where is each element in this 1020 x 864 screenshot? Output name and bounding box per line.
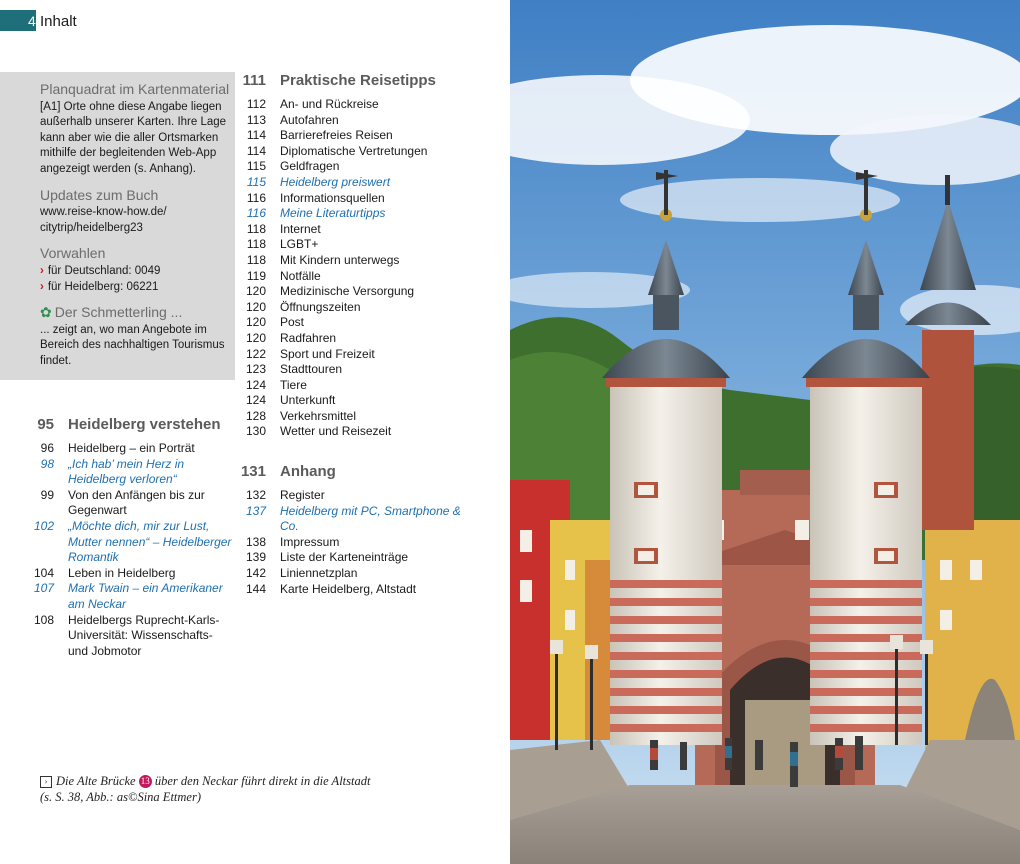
toc-entry-page: 99	[40, 487, 54, 502]
caption-text-after: über den Neckar führt direkt in die Altstadt	[154, 774, 371, 788]
photo-caption	[40, 773, 480, 805]
toc-entry-page: 113	[246, 112, 266, 127]
toc-entry-title: Mark Twain – ein Amerikaner am Neckar	[68, 581, 223, 611]
infobox-bullet	[40, 280, 230, 296]
toc-entry[interactable]	[232, 237, 482, 253]
toc-entry-title: Leben in Heidelberg	[68, 565, 176, 580]
section-title: Praktische Reisetipps	[280, 72, 436, 89]
infobox-url-line-2[interactable]: citytrip/heidelberg23	[40, 221, 143, 234]
toc-entry-page: 114	[246, 128, 266, 143]
infobox-text-schmetterling: ... zeigt an, wo man Angebote im Bereich des nachhaltigen Tourismus findet.	[40, 323, 225, 367]
toc-entry[interactable]	[232, 144, 482, 160]
toc-entry-page: 98	[40, 456, 54, 471]
toc-entry-page: 118	[246, 237, 266, 252]
toc-entry[interactable]	[232, 582, 482, 598]
map-marker-badge[interactable]: 13	[140, 776, 150, 786]
toc-entry[interactable]	[232, 253, 482, 269]
toc-entry-page: 118	[246, 252, 266, 267]
toc-section-heading	[232, 72, 482, 89]
page-number: 4	[28, 13, 36, 29]
toc-entry-page: 128	[245, 408, 266, 423]
toc-entry-title: Tiere	[280, 377, 307, 392]
toc-entry-page: 115	[246, 174, 266, 189]
toc-entry[interactable]	[232, 362, 482, 378]
toc-entry[interactable]	[232, 550, 482, 566]
section-title: Heidelberg verstehen	[68, 416, 221, 433]
toc-entry[interactable]	[232, 409, 482, 425]
toc-entry-title: „Ich hab’ mein Herz in Heidelberg verloren“	[68, 456, 185, 487]
caption-arrow-icon: ›	[40, 776, 52, 788]
infobox-text-planquadrat: [A1] Orte ohne diese Angabe liegen außerhalb unserer Karten. Ihre Lage kann aber wie die aller Ortsmarken mithilfe der begleitenden Web-App angezeigt werden (s. Anhang).	[40, 100, 227, 175]
toc-entry-page: 114	[246, 143, 266, 158]
toc-entry[interactable]	[232, 191, 482, 207]
toc-entry-title: Post	[280, 315, 305, 330]
toc-entry[interactable]	[232, 315, 482, 331]
toc-entry[interactable]	[232, 347, 482, 363]
toc-entry-page: 119	[246, 268, 266, 283]
toc-entry[interactable]	[232, 504, 482, 535]
toc-entry[interactable]	[232, 206, 482, 222]
toc-entry-title: Heidelbergs Ruprecht-Karls-Universität: Wissenschafts- und Jobmotor	[68, 612, 220, 658]
toc-entry-page: 124	[245, 377, 266, 392]
toc-entry-page: 130	[245, 424, 266, 439]
toc-entry-page: 115	[246, 159, 266, 174]
toc-entry[interactable]	[232, 222, 482, 238]
infobox-bullet	[40, 264, 230, 280]
toc-entry-page: 120	[245, 315, 266, 330]
toc-entry-page: 120	[245, 330, 266, 345]
info-box	[0, 72, 235, 380]
bridge-gate-illustration	[510, 0, 1020, 864]
toc-entry-title: Notfälle	[280, 268, 321, 283]
toc-entry-page: 142	[245, 565, 266, 580]
toc-entry-title: Unterkunft	[280, 393, 336, 408]
toc-entry-title: Stadttouren	[280, 362, 343, 377]
toc-entry-page: 144	[245, 581, 266, 596]
toc-entry[interactable]	[232, 424, 482, 440]
toc-entry-title: Meine Literaturtipps	[280, 206, 386, 221]
bullet-text: für Deutschland: 0049	[47, 264, 161, 277]
toc-entry-title: Autofahren	[280, 112, 339, 127]
toc-entry[interactable]	[232, 488, 482, 504]
toc-section-reisetipps	[232, 72, 482, 440]
toc-entry[interactable]	[20, 457, 235, 488]
toc-entry-title: Impressum	[280, 534, 340, 549]
toc-entry-title: Heidelberg mit PC, Smartphone & Co.	[280, 503, 461, 534]
toc-entry-page: 124	[245, 393, 266, 408]
toc-entry-title: Register	[280, 488, 325, 502]
toc-entry[interactable]	[232, 393, 482, 409]
toc-entry-page: 139	[245, 550, 266, 565]
caption-credit: (s. S. 38, Abb.: as©Sina Ettmer)	[40, 790, 201, 804]
toc-entry-list	[232, 488, 482, 597]
infobox-heading-planquadrat: Planquadrat im Kartenmaterial	[40, 81, 230, 97]
toc-entry-page: 120	[245, 299, 266, 314]
toc-entry-title: Barrierefreies Reisen	[280, 128, 393, 143]
schmetterling-heading-text: Der Schmetterling ...	[54, 304, 183, 321]
toc-entry[interactable]	[232, 159, 482, 175]
toc-entry-list	[20, 441, 235, 659]
toc-entry[interactable]	[232, 566, 482, 582]
toc-entry-title: Internet	[280, 221, 321, 236]
toc-entry-page: 122	[245, 346, 266, 361]
section-number: 95	[37, 416, 54, 433]
chevron-right-icon: ›	[40, 264, 44, 277]
toc-section-anhang	[232, 463, 482, 597]
chevron-right-icon: ›	[40, 280, 44, 293]
toc-entry-title: Liste der Karteneinträge	[280, 550, 409, 565]
bullet-text: für Heidelberg: 06221	[47, 280, 159, 293]
toc-entry-title: Wetter und Reisezeit	[280, 424, 392, 439]
toc-entry[interactable]	[232, 269, 482, 285]
photo-alte-bruecke	[510, 0, 1020, 864]
toc-entry[interactable]	[232, 378, 482, 394]
toc-section-heading	[232, 463, 482, 480]
toc-entry[interactable]	[232, 128, 482, 144]
toc-entry-title: Heidelberg preiswert	[280, 174, 391, 189]
toc-entry-title: Radfahren	[280, 330, 337, 345]
toc-entry-page: 104	[33, 565, 54, 580]
toc-entry[interactable]	[232, 175, 482, 191]
toc-entry[interactable]	[232, 300, 482, 316]
infobox-heading-schmetterling	[40, 305, 230, 321]
caption-text-before: Die Alte Brücke	[56, 774, 136, 788]
infobox-heading-vorwahlen: Vorwahlen	[40, 245, 106, 262]
toc-entry[interactable]	[20, 488, 235, 519]
page-title: Inhalt	[40, 13, 77, 30]
toc-entry-title: Medizinische Versorgung	[280, 284, 415, 299]
section-number: 131	[240, 463, 266, 480]
toc-entry-page: 132	[245, 488, 266, 502]
toc-section-heading	[20, 416, 235, 433]
toc-entry-page: 123	[245, 362, 266, 377]
section-title: Anhang	[280, 463, 336, 480]
toc-entry-page: 137	[245, 503, 266, 518]
toc-entry[interactable]	[232, 284, 482, 300]
toc-entry-title: Verkehrsmittel	[280, 408, 357, 423]
section-number: 111	[242, 72, 266, 89]
toc-entry-title: Mit Kindern unterwegs	[280, 252, 400, 267]
toc-entry-page: 108	[33, 612, 54, 627]
toc-entry[interactable]	[20, 566, 235, 582]
toc-entry[interactable]	[20, 613, 235, 660]
toc-entry-page: 116	[246, 190, 266, 205]
toc-entry[interactable]	[20, 581, 235, 612]
butterfly-icon: ✿	[40, 304, 52, 321]
toc-entry-title: Diplomatische Vertretungen	[280, 143, 428, 158]
toc-entry-page: 107	[33, 581, 54, 596]
toc-entry-title: Sport und Freizeit	[280, 346, 375, 361]
toc-entry-page: 118	[246, 221, 266, 236]
toc-entry-page: 96	[40, 441, 54, 455]
toc-entry[interactable]	[20, 519, 235, 566]
toc-entry-list	[232, 97, 482, 440]
toc-entry-page: 112	[246, 97, 266, 111]
toc-entry-title: Informationsquellen	[280, 190, 385, 205]
toc-entry-page: 116	[246, 206, 266, 221]
toc-entry-title: Karte Heidelberg, Altstadt	[280, 581, 417, 596]
toc-entry-title: Geldfragen	[280, 159, 340, 174]
toc-entry[interactable]	[20, 441, 235, 457]
toc-entry-title: „Möchte dich, mir zur Lust, Mutter nennen“ – Heidelberger Romantik	[68, 518, 232, 565]
toc-entry[interactable]	[232, 331, 482, 347]
toc-entry-page: 102	[33, 518, 54, 533]
toc-entry-title: Heidelberg – ein Porträt	[68, 441, 195, 455]
infobox-heading-updates: Updates zum Buch	[40, 186, 159, 203]
toc-entry[interactable]	[232, 113, 482, 129]
toc-entry[interactable]	[232, 97, 482, 113]
toc-entry-title: Öffnungszeiten	[280, 299, 361, 314]
toc-entry-page: 120	[245, 284, 266, 299]
toc-entry-page: 138	[245, 534, 266, 549]
infobox-url-line-1[interactable]: www.reise-know-how.de/	[40, 206, 167, 219]
toc-entry-title: LGBT+	[280, 237, 319, 252]
toc-entry-title: Von den Anfängen bis zur Gegenwart	[68, 487, 205, 518]
toc-entry[interactable]	[232, 535, 482, 551]
toc-entry-title: Liniennetzplan	[280, 565, 358, 580]
toc-entry-title: An- und Rückreise	[280, 97, 379, 111]
toc-section-verstehen	[20, 416, 235, 659]
